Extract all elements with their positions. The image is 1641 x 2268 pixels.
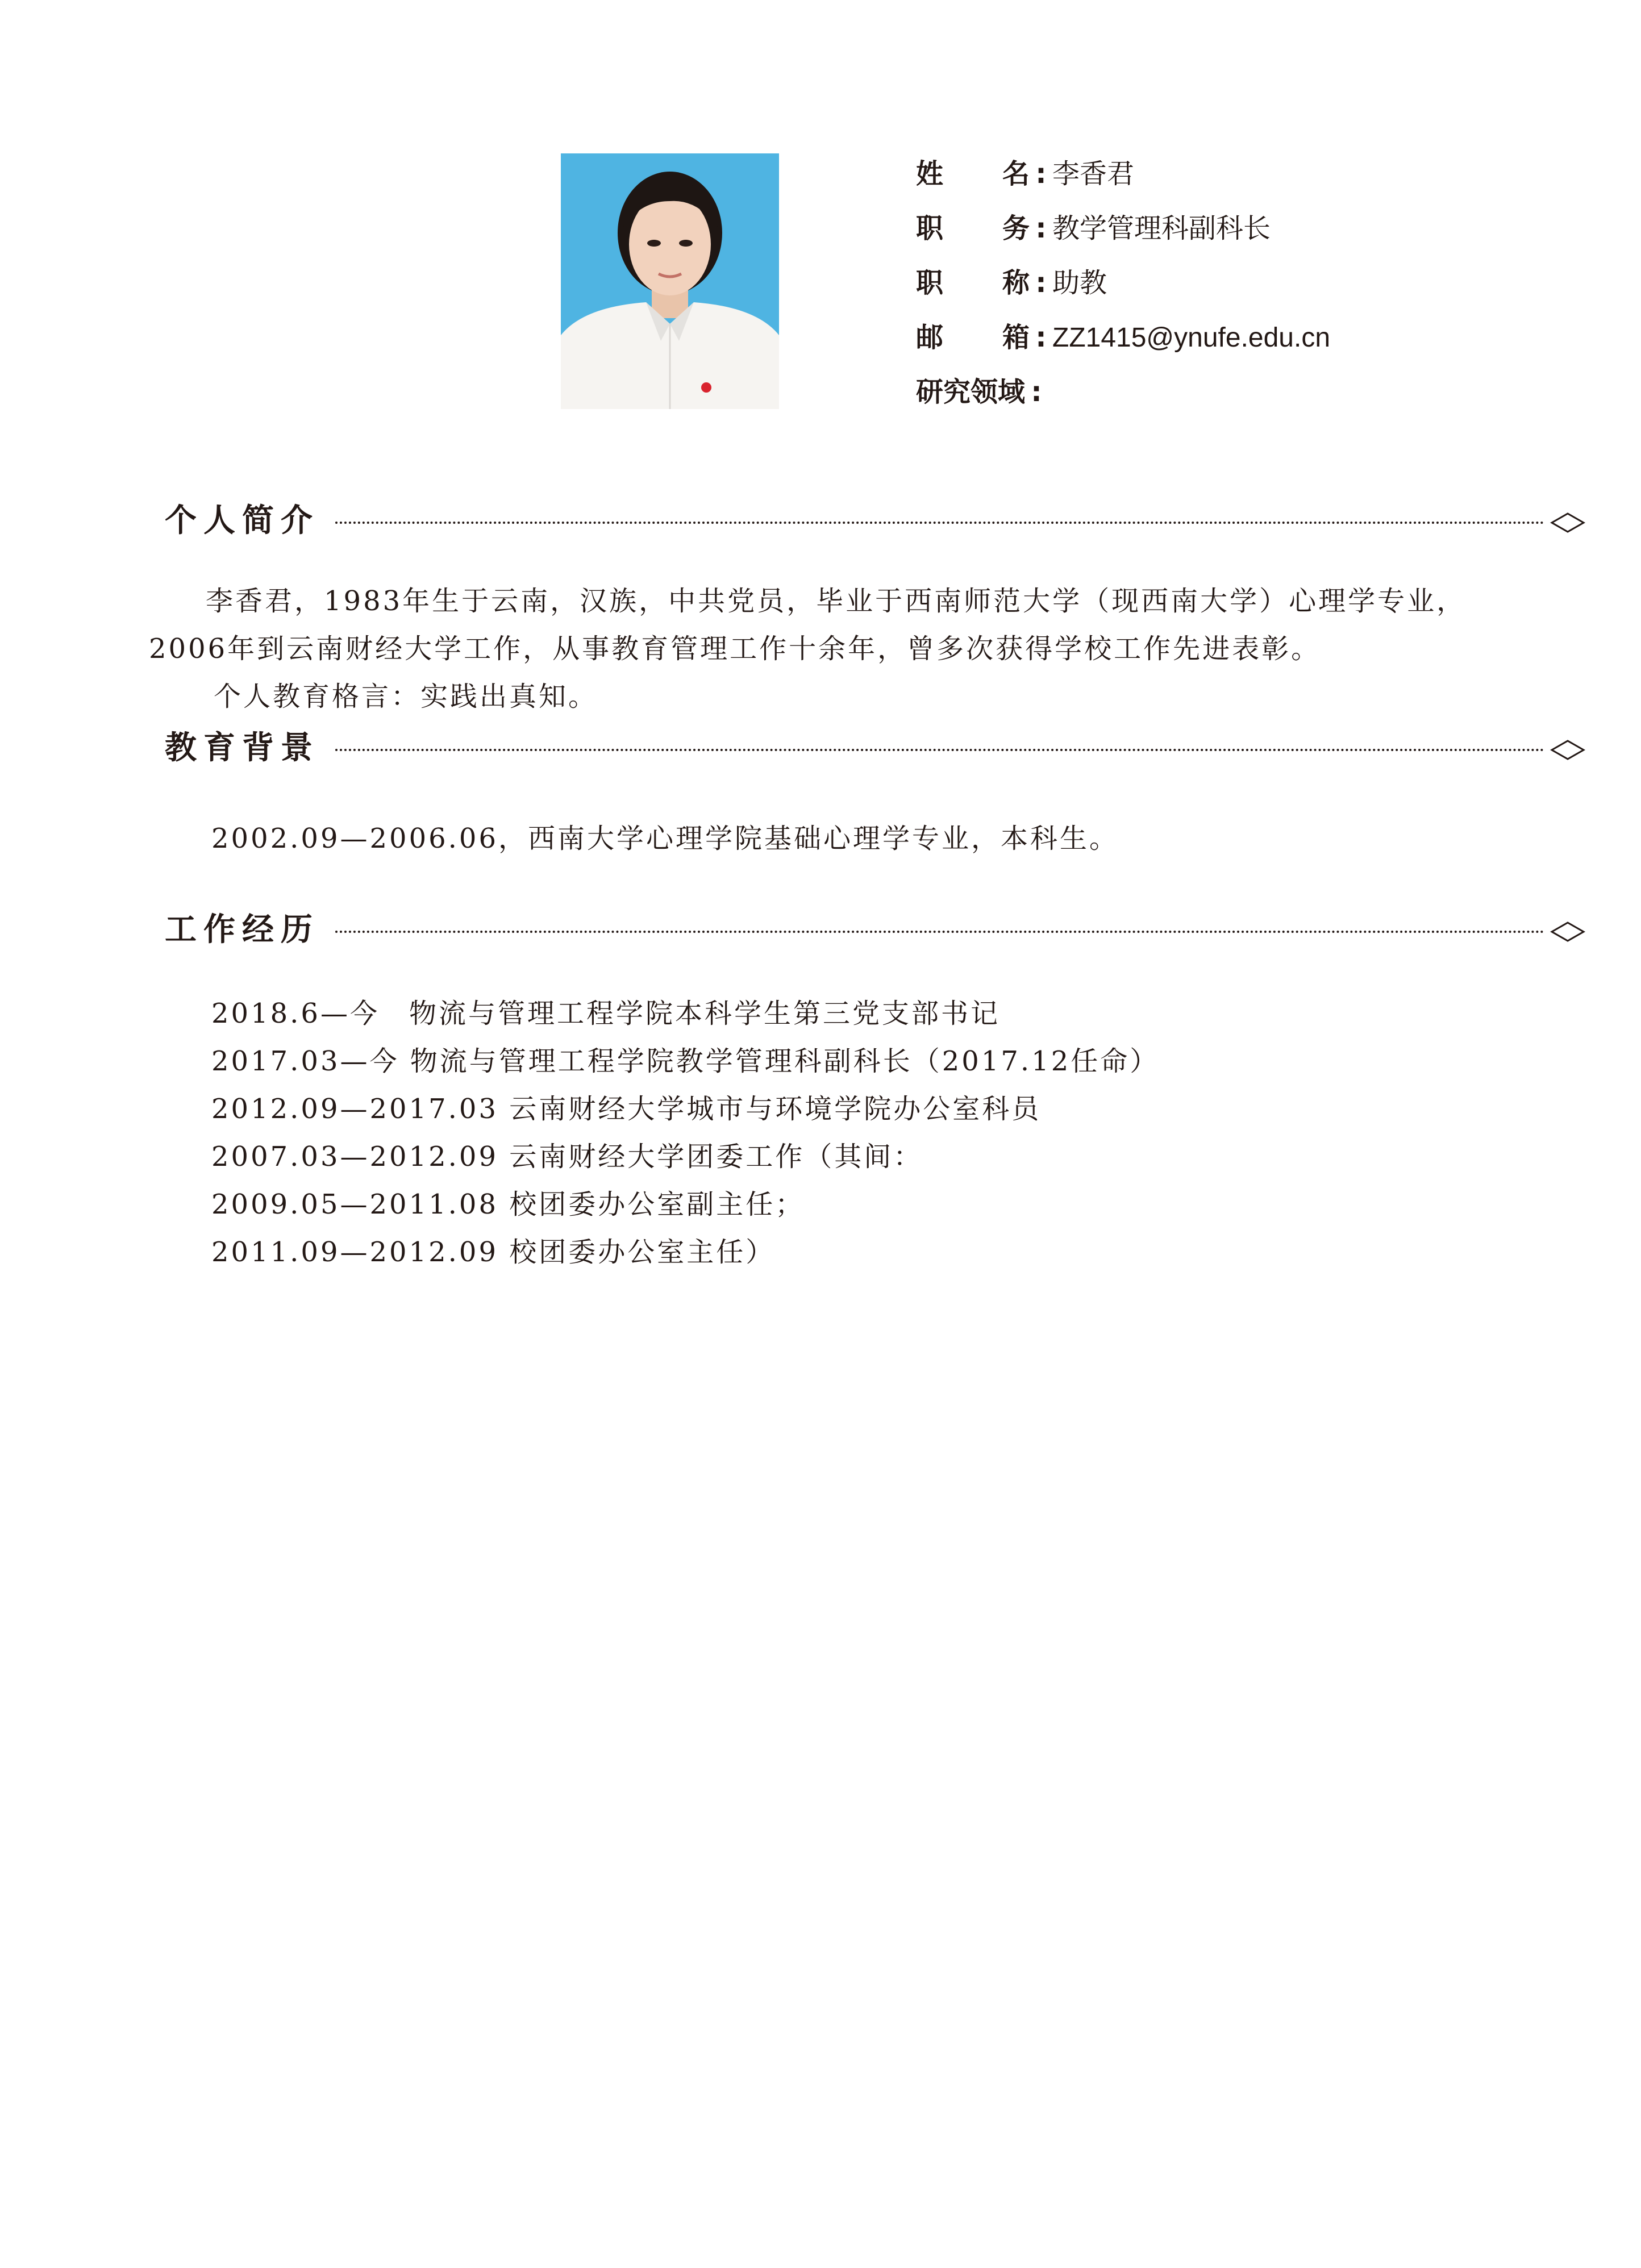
section-title: 工作经历 <box>165 911 319 948</box>
section-intro-header <box>165 495 1585 547</box>
profile-name-row <box>916 151 1134 197</box>
work-line-4: 2007.03—2012.09 云南财经大学团委工作（其间： <box>211 1141 923 1173</box>
intro-line-3: 个人教育格言：实践出真知。 <box>214 681 598 712</box>
profile-email-row <box>916 315 1330 360</box>
title-label: 职 称 <box>916 267 1030 299</box>
work-line-6: 2011.09—2012.09 校团委办公室主任） <box>211 1236 776 1268</box>
dotted-divider <box>335 749 1544 751</box>
name-value: 李香君 <box>1052 159 1135 189</box>
colon: : <box>1031 376 1042 408</box>
work-line-3: 2012.09—2017.03 云南财经大学城市与环境学院办公室科员 <box>211 1093 1042 1125</box>
colon: : <box>1035 267 1047 299</box>
position-value: 教学管理科副科长 <box>1052 214 1271 244</box>
colon: : <box>1035 322 1047 353</box>
profile-title-row <box>916 260 1107 306</box>
section-education-header <box>165 723 1585 774</box>
title-value: 助教 <box>1052 268 1107 298</box>
colon: : <box>1035 212 1047 244</box>
research-label: 研究领域 <box>916 376 1026 408</box>
dotted-divider <box>335 522 1544 524</box>
section-work-header <box>165 904 1585 956</box>
education-line-1: 2002.09—2006.06，西南大学心理学院基础心理学专业，本科生。 <box>211 823 1119 854</box>
section-title: 教育背景 <box>165 729 319 766</box>
diamond-icon <box>1550 920 1585 943</box>
profile-research-row <box>916 369 1048 415</box>
work-line-2: 2017.03—今 物流与管理工程学院教学管理科副科长（2017.12任命） <box>211 1045 1160 1077</box>
name-label: 姓 名 <box>916 158 1030 190</box>
position-label: 职 务 <box>916 212 1030 244</box>
intro-line-1: 李香君，1983年生于云南，汉族，中共党员，毕业于西南师范大学（现西南大学）心理学专业， <box>206 585 1467 617</box>
work-line-5: 2009.05—2011.08 校团委办公室副主任； <box>211 1189 805 1220</box>
profile-photo <box>561 153 779 409</box>
profile-position-row <box>916 206 1271 251</box>
diamond-icon <box>1550 511 1585 534</box>
dotted-divider <box>335 931 1544 933</box>
intro-line-2: 2006年到云南财经大学工作，从事教育管理工作十余年，曾多次获得学校工作先进表彰。 <box>149 633 1321 665</box>
diamond-icon <box>1550 739 1585 761</box>
email-value[interactable]: ZZ1415@ynufe.edu.cn <box>1052 323 1331 353</box>
section-title: 个人简介 <box>165 502 319 539</box>
work-line-1: 2018.6—今 物流与管理工程学院本科学生第三党支部书记 <box>211 998 1000 1029</box>
colon: : <box>1035 158 1047 190</box>
email-label: 邮 箱 <box>916 322 1030 353</box>
